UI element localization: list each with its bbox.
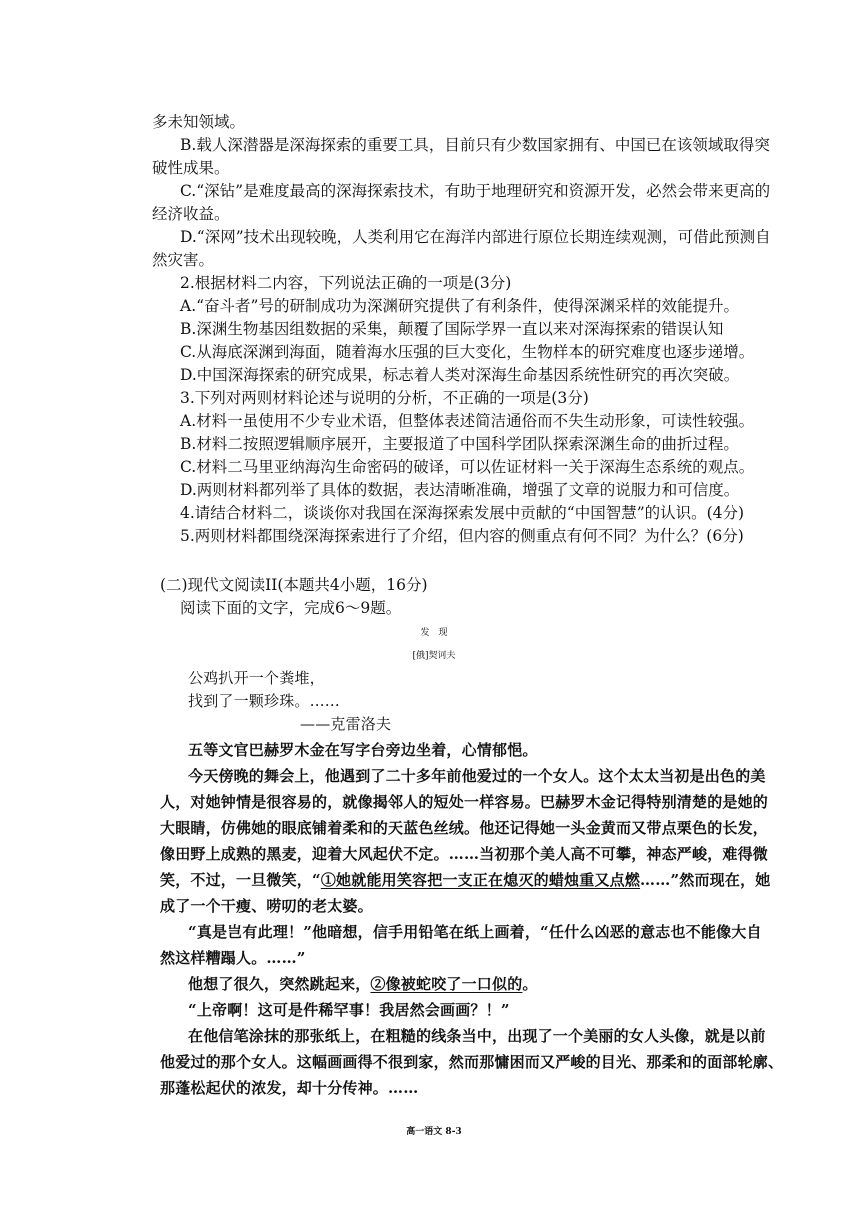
q3-option-d: D.两则材料都列举了具体的数据，表达清晰准确，增强了文章的说服力和可信度。 [180,481,740,499]
q3-option-c: C.材料二马里亚纳海沟生命密码的破译，可以佐证材料一关于深海生态系统的观点。 [180,458,755,476]
q2-stem: 2.根据材料二内容，下列说法正确的一项是(3分) [180,274,512,292]
story-paragraph-6-line-2: 他爱过的那个女人。这幅画画得不很到家，然而那慵困而又严峻的目光、那柔和的面部轮廓、 [160,1053,784,1071]
q1-option-c-cont: 经济收益。 [152,205,230,223]
story-paragraph-5: “上帝啊！这可是件稀罕事！我居然会画画？！” [188,1001,510,1019]
story-paragraph-2-line-3: 大眼睛，仿佛她的眼底铺着柔和的天蓝色丝绒。他还记得她一头金黄而又带点栗色的长发， [160,819,769,837]
q5-text: 5.两则材料都围绕深海探索进行了介绍，但内容的侧重点有何不同？为什么？(6分) [180,527,744,545]
underlined-sentence-1: ①她就能用笑容把一支正在熄灭的蜡烛重又点燃 [320,871,641,889]
story-paragraph-2-line-2: 人，对她钟情是很容易的，就像揭邻人的短处一样容易。巴赫罗木金记得特别清楚的是她的 [160,793,769,811]
section-heading: (二)现代文阅读II(本题共4小题，16分) [160,576,428,594]
page-footer: 高一语文 8-3 [406,1127,462,1137]
story-title: 发 现 [420,628,448,638]
story-paragraph-2-line-1: 今天傍晚的舞会上，他遇到了二十多年前他爱过的一个女人。这个太太当初是出色的美 [188,767,766,785]
q3-option-b: B.材料二按照逻辑顺序展开，主要报道了中国科学团队探索深渊生命的曲折过程。 [180,435,739,453]
epigraph-line-2: 找到了一颗珍珠。…… [188,692,341,710]
q1-option-d-cont: 然灾害。 [152,251,215,269]
story-paragraph-4 [188,974,538,994]
story-text: 笑，不过，一旦微笑，“ [160,871,321,889]
epigraph-line-1: 公鸡扒开一个粪堆， [188,669,325,687]
story-text: 他想了很久，突然跳起来， [188,975,371,993]
q2-option-b: B.深渊生物基因组数据的采集，颠覆了国际学界一直以来对深海探索的错误认知 [180,320,724,338]
q2-option-a: A.“奋斗者”号的研制成功为深渊研究提供了有利条件，使得深渊采样的效能提升。 [180,297,739,315]
story-paragraph-2-line-4: 像田野上成熟的黑麦，迎着大风起伏不定。……当初那个美人高不可攀，神态严峻，难得微 [160,845,769,863]
q4-text: 4.请结合材料二，谈谈你对我国在深海探索发展中贡献的“中国智慧”的认识。(4分) [180,504,745,522]
epigraph-source: ——克雷洛夫 [300,715,392,733]
section-instruction: 阅读下面的文字，完成6～9题。 [180,599,402,617]
q1-option-c: C.“深钻”是难度最高的深海探索技术，有助于地理研究和资源开发，必然会带来更高的 [180,182,771,200]
q1-option-b: B.载人深潜器是深海探索的重要工具，目前只有少数国家拥有、中国已在该领域取得突 [180,136,770,154]
story-paragraph-6-line-1: 在他信笔涂抹的那张纸上，在粗糙的线条当中，出现了一个美丽的女人头像，就是以前 [188,1027,766,1045]
story-paragraph-3-line-1: “真是岂有此理！”他暗想，信手用铅笔在纸上画着，“任什么凶恶的意志也不能像大自 [188,923,762,941]
story-paragraph-3-line-2: 然这样糟蹋人。……” [160,949,306,967]
q3-option-a: A.材料一虽使用不少专业术语，但整体表述简洁通俗而不失生动形象，可读性较强。 [180,412,755,430]
story-paragraph-6-line-3: 那蓬松起伏的浓发，却十分传神。…… [160,1079,419,1097]
q2-option-c: C.从海底深渊到海面，随着海水压强的巨大变化，生物样本的研究难度也逐步递增。 [180,343,755,361]
story-paragraph-1: 五等文官巴赫罗木金在写字台旁边坐着，心情郁悒。 [188,741,538,759]
story-author: [俄]契诃夫 [412,651,456,661]
story-text: ……”然而现在，她 [640,871,771,889]
story-text: 。 [522,975,538,993]
story-paragraph-2-line-6: 成了一个干瘦、唠叨的老太婆。 [160,897,373,915]
q1-option-d: D.“深网”技术出现较晚，人类利用它在海洋内部进行原位长期连续观测，可借此预测自 [180,228,771,246]
q1-option-b-cont: 破性成果。 [152,159,230,177]
q3-stem: 3.下列对两则材料论述与说明的分析，不正确的一项是(3分) [180,389,589,407]
q1-text-fragment: 多未知领域。 [152,113,246,131]
q2-option-d: D.中国深海探索的研究成果，标志着人类对深海生命基因系统性研究的再次突破。 [180,366,740,384]
story-paragraph-2-line-5 [160,870,770,890]
underlined-sentence-2: ②像被蛇咬了一口似的 [370,975,523,993]
